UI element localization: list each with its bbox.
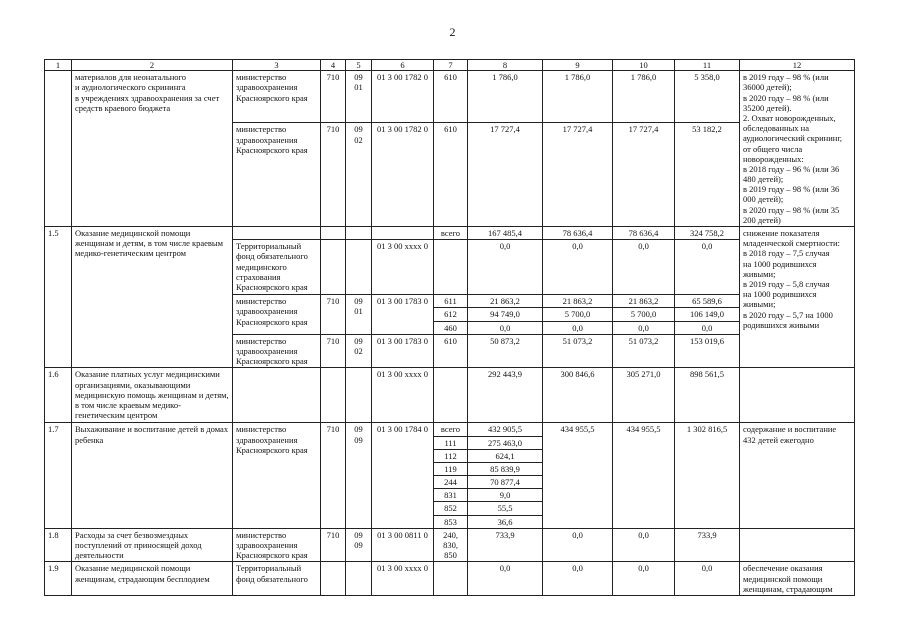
table-row: [45, 562, 855, 596]
executor: Территориальный фонд обязательного медицинского страхования Красноярского края: [233, 240, 321, 295]
vr-code: 460: [434, 321, 468, 334]
value-cell: 167 485,4: [468, 227, 543, 240]
vr-code: 852: [434, 502, 468, 515]
value-cell: 53 182,2: [675, 123, 740, 227]
value-cell: 0,0: [675, 562, 740, 596]
executor: министерство здравоохранения Красноярского края: [233, 334, 321, 368]
value-cell: 17 727,4: [468, 123, 543, 227]
value-cell: 17 727,4: [543, 123, 613, 227]
rzpr-code: 09 02: [346, 123, 372, 227]
table-row: [45, 71, 855, 123]
row-number: 1.9: [45, 562, 72, 596]
csr-code: 01 3 00 1782 0: [372, 123, 434, 227]
col-header: 11: [675, 60, 740, 71]
value-cell: 55,5: [468, 502, 543, 515]
program-table: [44, 59, 855, 596]
value-cell: 733,9: [675, 528, 740, 562]
vr-code: [434, 368, 468, 423]
row-name: материалов для неонатального и аудиологического скрининга в учреждениях здравоохранения за счет средств краевого бюджета: [72, 71, 233, 227]
vr-code: 610: [434, 334, 468, 368]
value-cell: 78 636,4: [543, 227, 613, 240]
vr-code: 831: [434, 489, 468, 502]
value-cell: 0,0: [675, 240, 740, 295]
vr-code: 612: [434, 308, 468, 321]
value-cell: 70 877,4: [468, 476, 543, 489]
col-header: 7: [434, 60, 468, 71]
row-name: Оказание медицинской помощи женщинам, страдающим бесплодием: [72, 562, 233, 596]
rzpr-code: [346, 240, 372, 295]
csr-code: 01 3 00 хххх 0: [372, 368, 434, 423]
csr-code: 01 3 00 хххх 0: [372, 562, 434, 596]
rzpr-code: 09 09: [346, 528, 372, 562]
value-cell: 300 846,6: [543, 368, 613, 423]
vr-code: 853: [434, 515, 468, 528]
value-cell: 624,1: [468, 449, 543, 462]
value-cell: 0,0: [613, 240, 675, 295]
csr-code: 01 3 00 1784 0: [372, 423, 434, 529]
executor: [233, 227, 321, 240]
rzpr-code: 09 01: [346, 71, 372, 123]
value-cell: 733,9: [468, 528, 543, 562]
table-row: [45, 368, 855, 423]
expected-result: в 2019 году – 98 % (или 36000 детей); в 2020 году – 98 % (или 35200 детей). 2. Охват новорожденных, обследованных на аудиологический скрининг, от общего числа новорожденных: в 2018 году – 96 % (или 36 480 детей); в 2019 году – 98 % (или 36 000 детей); в 2020 году – 98 % (или 35 200 детей): [740, 71, 855, 227]
rzpr-code: 09 09: [346, 423, 372, 529]
value-cell: 0,0: [613, 528, 675, 562]
value-cell: 0,0: [675, 321, 740, 334]
value-cell: 94 749,0: [468, 308, 543, 321]
executor: [233, 368, 321, 423]
value-cell: 305 271,0: [613, 368, 675, 423]
expected-result: [740, 368, 855, 423]
col-header: 1: [45, 60, 72, 71]
col-header: 2: [72, 60, 233, 71]
rzpr-code: 09 01: [346, 295, 372, 335]
value-cell: 0,0: [468, 321, 543, 334]
vr-code: 610: [434, 123, 468, 227]
col-header: 6: [372, 60, 434, 71]
grbs-code: 710: [321, 123, 346, 227]
value-cell: 78 636,4: [613, 227, 675, 240]
col-header: 8: [468, 60, 543, 71]
value-cell: 1 786,0: [613, 71, 675, 123]
vr-code: 244: [434, 476, 468, 489]
executor: министерство здравоохранения Красноярского края: [233, 71, 321, 123]
csr-code: 01 3 00 0811 0: [372, 528, 434, 562]
csr-code: 01 3 00 1783 0: [372, 334, 434, 368]
expected-result: обеспечение оказания медицинской помощи женщинам, страдающим: [740, 562, 855, 596]
grbs-code: 710: [321, 334, 346, 368]
grbs-code: [321, 240, 346, 295]
col-header: 3: [233, 60, 321, 71]
value-cell: 0,0: [543, 321, 613, 334]
value-cell: 898 561,5: [675, 368, 740, 423]
col-header: 10: [613, 60, 675, 71]
csr-code: [372, 227, 434, 240]
value-cell: 0,0: [468, 240, 543, 295]
executor: министерство здравоохранения Красноярского края: [233, 528, 321, 562]
value-cell: 5 700,0: [613, 308, 675, 321]
page-number: 2: [449, 25, 456, 39]
vr-code: [434, 562, 468, 596]
csr-code: 01 3 00 хххх 0: [372, 240, 434, 295]
value-cell: 324 758,2: [675, 227, 740, 240]
value-cell: 275 463,0: [468, 436, 543, 449]
col-header: 4: [321, 60, 346, 71]
value-cell: 50 873,2: [468, 334, 543, 368]
vr-code: всего: [434, 227, 468, 240]
vr-code: 610: [434, 71, 468, 123]
col-header: 12: [740, 60, 855, 71]
value-cell: 434 955,5: [543, 423, 613, 529]
row-number: 1.8: [45, 528, 72, 562]
value-cell: 21 863,2: [613, 295, 675, 308]
executor: министерство здравоохранения Красноярского края: [233, 295, 321, 335]
grbs-code: [321, 562, 346, 596]
expected-result: снижение показателя младенческой смертности: в 2018 году – 7,5 случая на 1000 родившихся живыми; в 2019 году – 5,8 случая на 1000 родившихся живыми; в 2020 году – 5,7 на 1000 родившихся живыми: [740, 227, 855, 368]
value-cell: 9,0: [468, 489, 543, 502]
csr-code: 01 3 00 1782 0: [372, 71, 434, 123]
value-cell: 0,0: [543, 240, 613, 295]
grbs-code: 710: [321, 71, 346, 123]
expected-result: [740, 528, 855, 562]
rzpr-code: [346, 562, 372, 596]
row-name: Оказание платных услуг медицинскими организациями, оказывающими медицинскую помощь женщинам и детям, в том числе краевым медико-генетическим центром: [72, 368, 233, 423]
value-cell: 51 073,2: [613, 334, 675, 368]
value-cell: 0,0: [543, 528, 613, 562]
table-row: [45, 528, 855, 562]
value-cell: 1 786,0: [543, 71, 613, 123]
value-cell: 0,0: [543, 562, 613, 596]
value-cell: 292 443,9: [468, 368, 543, 423]
row-name: Расходы за счет безвозмездных поступлений от приносящей доход деятельности: [72, 528, 233, 562]
value-cell: 17 727,4: [613, 123, 675, 227]
grbs-code: [321, 227, 346, 240]
value-cell: 434 955,5: [613, 423, 675, 529]
vr-code: 240, 830, 850: [434, 528, 468, 562]
value-cell: 65 589,6: [675, 295, 740, 308]
rzpr-code: 09 02: [346, 334, 372, 368]
executor: Территориальный фонд обязательного: [233, 562, 321, 596]
value-cell: 153 019,6: [675, 334, 740, 368]
value-cell: 5 700,0: [543, 308, 613, 321]
col-header: 9: [543, 60, 613, 71]
grbs-code: 710: [321, 528, 346, 562]
csr-code: 01 3 00 1783 0: [372, 295, 434, 335]
value-cell: 51 073,2: [543, 334, 613, 368]
vr-code: 119: [434, 462, 468, 475]
expected-result: содержание и воспитание 432 детей ежегодно: [740, 423, 855, 529]
row-number: [45, 71, 72, 227]
executor: министерство здравоохранения Красноярского края: [233, 123, 321, 227]
value-cell: 0,0: [613, 562, 675, 596]
rzpr-code: [346, 368, 372, 423]
table-row: [45, 423, 855, 436]
vr-code: 111: [434, 436, 468, 449]
vr-code: [434, 240, 468, 295]
row-number: 1.6: [45, 368, 72, 423]
value-cell: 85 839,9: [468, 462, 543, 475]
table-row: [45, 227, 855, 240]
value-cell: 0,0: [468, 562, 543, 596]
row-name: Выхаживание и воспитание детей в домах ребенка: [72, 423, 233, 529]
value-cell: 5 358,0: [675, 71, 740, 123]
value-cell: 21 863,2: [543, 295, 613, 308]
col-header: 5: [346, 60, 372, 71]
executor: министерство здравоохранения Красноярского края: [233, 423, 321, 529]
vr-code: 112: [434, 449, 468, 462]
vr-code: 611: [434, 295, 468, 308]
row-name: Оказание медицинской помощи женщинам и детям, в том числе краевым медико-генетическим центром: [72, 227, 233, 368]
value-cell: 0,0: [613, 321, 675, 334]
grbs-code: 710: [321, 423, 346, 529]
row-number: 1.5: [45, 227, 72, 368]
rzpr-code: [346, 227, 372, 240]
value-cell: 106 149,0: [675, 308, 740, 321]
value-cell: 1 302 816,5: [675, 423, 740, 529]
header-row: [45, 60, 855, 71]
row-number: 1.7: [45, 423, 72, 529]
value-cell: 432 905,5: [468, 423, 543, 436]
grbs-code: 710: [321, 295, 346, 335]
value-cell: 1 786,0: [468, 71, 543, 123]
value-cell: 21 863,2: [468, 295, 543, 308]
grbs-code: [321, 368, 346, 423]
vr-code: всего: [434, 423, 468, 436]
value-cell: 36,6: [468, 515, 543, 528]
